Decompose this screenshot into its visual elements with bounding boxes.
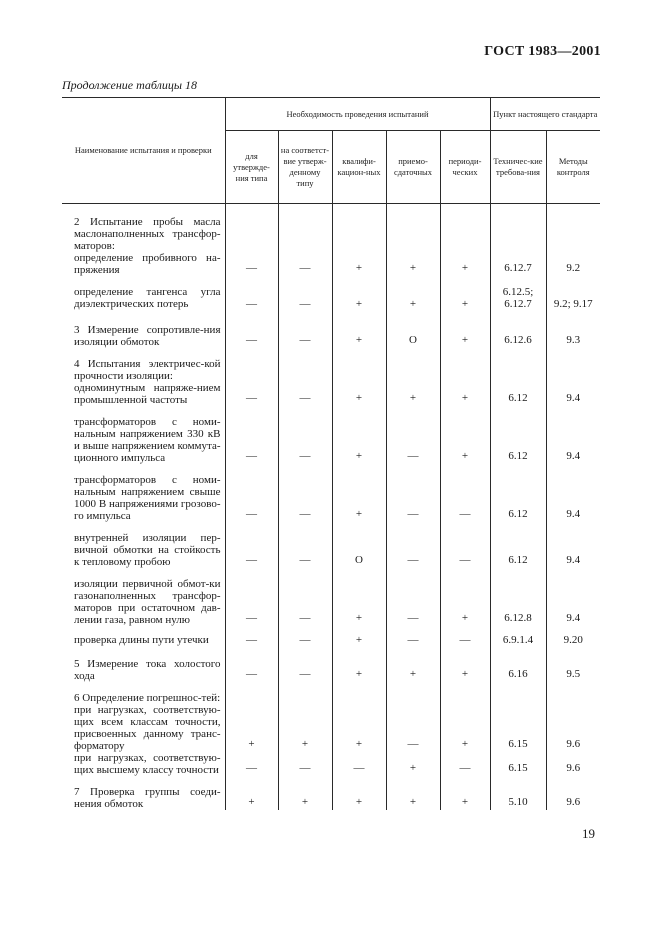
test-required-cell: + [440, 682, 490, 752]
clause-cell: 6.12.7 [490, 204, 546, 277]
test-name-line: 6 Определение погрешнос-тей: [74, 692, 221, 704]
test-name-cell [62, 682, 225, 752]
clause-cell: 6.12 [490, 406, 546, 464]
test-required-cell: + [440, 776, 490, 810]
test-required-cell: + [440, 406, 490, 464]
test-required-cell: — [225, 626, 278, 648]
test-name-line: определение тангенса угла диэлектрических потерь [74, 286, 221, 310]
test-required-cell: — [278, 312, 332, 348]
table-row [62, 312, 600, 348]
test-name-line: определение пробивного на-пряжения [74, 252, 221, 276]
clause-cell: 9.4 [546, 348, 600, 406]
test-required-cell: + [440, 204, 490, 277]
header-qualification: квалифи-кацион-ных [332, 131, 386, 204]
header-type-conformity: на соответст-вие утверж-денному типу [278, 131, 332, 204]
table-row [62, 682, 600, 752]
clause-cell: 6.12.5; 6.12.7 [490, 276, 546, 312]
test-required-cell: + [332, 776, 386, 810]
test-required-cell: — [225, 568, 278, 626]
standard-designation: ГОСТ 1983—2001 [484, 44, 601, 59]
test-required-cell: + [440, 312, 490, 348]
test-required-cell: — [278, 626, 332, 648]
test-required-cell: — [278, 752, 332, 776]
table-continuation-caption: Продолжение таблицы 18 [62, 78, 198, 92]
test-name-line: проверка длины пути утечки [74, 634, 209, 646]
clause-cell: 6.15 [490, 752, 546, 776]
test-name-cell [62, 348, 225, 406]
test-required-cell: + [332, 568, 386, 626]
test-name-line: 4 Испытания электричес-кой прочности изоляции: [74, 358, 221, 382]
test-required-cell: — [278, 568, 332, 626]
clause-cell: 9.4 [546, 464, 600, 522]
test-required-cell: + [278, 682, 332, 752]
table-row [62, 752, 600, 776]
clause-cell: 6.12 [490, 348, 546, 406]
test-name-cell [62, 464, 225, 522]
test-required-cell: — [225, 648, 278, 682]
test-required-cell: + [332, 276, 386, 312]
test-required-cell: + [386, 648, 440, 682]
test-required-cell: — [386, 464, 440, 522]
test-required-cell: — [386, 406, 440, 464]
test-required-cell: + [440, 348, 490, 406]
test-required-cell: — [278, 406, 332, 464]
test-name-line: трансформаторов с номи-нальным напряжением 330 кВ и выше напряжением коммута-ционного импульса [74, 416, 221, 464]
header-periodic: периоди-ческих [440, 131, 490, 204]
test-required-cell: — [225, 522, 278, 568]
test-required-cell: + [440, 568, 490, 626]
test-required-cell: — [386, 626, 440, 648]
header-test-name: Наименование испытания и проверки [62, 98, 225, 204]
test-required-cell: + [386, 276, 440, 312]
clause-cell: 6.12.6 [490, 312, 546, 348]
test-required-cell: — [225, 752, 278, 776]
test-required-cell: — [440, 522, 490, 568]
clause-cell: 6.9.1.4 [490, 626, 546, 648]
test-required-cell: + [332, 348, 386, 406]
clause-cell: 5.10 [490, 776, 546, 810]
clause-cell: 9.6 [546, 776, 600, 810]
test-required-cell: — [278, 464, 332, 522]
clause-cell: 6.12.8 [490, 568, 546, 626]
test-required-cell: — [440, 626, 490, 648]
test-required-cell: — [440, 752, 490, 776]
test-name-cell [62, 312, 225, 348]
clause-cell: 6.12 [490, 522, 546, 568]
header-control-methods: Методы контроля [546, 131, 600, 204]
test-required-cell: + [332, 204, 386, 277]
test-name-line: 2 Испытание пробы масла маслонаполненных трансфор-маторов: [74, 216, 221, 252]
test-name-line: трансформаторов с номи-нальным напряжением свыше 1000 В напряжениями грозово-го импульса [74, 474, 221, 522]
page-number: 19 [582, 826, 595, 841]
table-row [62, 464, 600, 522]
test-required-cell: — [440, 464, 490, 522]
header-tests-group: Необходимость проведения испытаний [225, 98, 490, 131]
test-required-cell: + [386, 204, 440, 277]
test-required-cell: O [332, 522, 386, 568]
test-required-cell: — [386, 682, 440, 752]
test-name-line: 7 Проверка группы соеди-нения обмоток [74, 786, 221, 810]
clause-cell: 6.12 [490, 464, 546, 522]
table-row [62, 626, 600, 648]
table-row [62, 776, 600, 810]
table-row [62, 406, 600, 464]
clause-cell: 9.3 [546, 312, 600, 348]
clause-cell: 9.2 [546, 204, 600, 277]
test-required-cell: + [440, 276, 490, 312]
test-required-cell: — [278, 204, 332, 277]
test-name-line: 3 Измерение сопротивле-ния изоляции обмоток [74, 324, 221, 348]
test-name-cell [62, 204, 225, 277]
clause-cell: 9.6 [546, 752, 600, 776]
test-required-cell: — [386, 568, 440, 626]
clause-cell: 9.5 [546, 648, 600, 682]
test-name-cell [62, 648, 225, 682]
test-name-cell [62, 522, 225, 568]
test-required-cell: O [386, 312, 440, 348]
test-name-cell [62, 776, 225, 810]
test-required-cell: — [278, 276, 332, 312]
test-name-cell [62, 626, 225, 648]
clause-cell: 9.4 [546, 522, 600, 568]
header-technical-requirements: Техничес-кие требова-ния [490, 131, 546, 204]
clause-cell: 6.15 [490, 682, 546, 752]
tests-table [62, 97, 600, 810]
table-row [62, 348, 600, 406]
test-name-cell [62, 276, 225, 312]
table-row [62, 522, 600, 568]
test-required-cell: — [225, 348, 278, 406]
test-required-cell: + [386, 348, 440, 406]
table-row [62, 568, 600, 626]
clause-cell: 9.4 [546, 568, 600, 626]
test-required-cell: — [332, 752, 386, 776]
header-type-approval: для утвержде-ния типа [225, 131, 278, 204]
test-required-cell: — [278, 522, 332, 568]
test-name-cell [62, 568, 225, 626]
test-required-cell: + [332, 648, 386, 682]
header-clause-group: Пункт настоящего стандарта [490, 98, 600, 131]
test-name-line: 5 Измерение тока холостого хода [74, 658, 221, 682]
test-required-cell: + [386, 752, 440, 776]
test-required-cell: + [332, 626, 386, 648]
test-required-cell: + [225, 682, 278, 752]
test-name-line: при нагрузках, соответствую-щих высшему классу точности [74, 752, 221, 776]
header-acceptance: приемо-сдаточных [386, 131, 440, 204]
test-name-cell [62, 752, 225, 776]
table-row [62, 648, 600, 682]
test-required-cell: — [278, 648, 332, 682]
test-name-line: при нагрузках, соответствую-щих всем классам точности, присвоенных данному транс-форматору [74, 704, 221, 752]
test-required-cell: — [225, 406, 278, 464]
test-name-cell [62, 406, 225, 464]
test-required-cell: — [225, 464, 278, 522]
clause-cell: 9.6 [546, 682, 600, 752]
clause-cell: 9.2; 9.17 [546, 276, 600, 312]
test-required-cell: — [225, 312, 278, 348]
test-required-cell: + [225, 776, 278, 810]
clause-cell: 6.16 [490, 648, 546, 682]
test-required-cell: — [278, 348, 332, 406]
test-required-cell: + [332, 312, 386, 348]
table-row [62, 204, 600, 277]
test-name-line: изоляции первичной обмот-ки газонаполненных трансфор-маторов при остаточном дав-лении газа, равном нулю [74, 578, 221, 626]
test-name-line: одноминутным напряже-нием промышленной частоты [74, 382, 221, 406]
test-required-cell: + [332, 464, 386, 522]
clause-cell: 9.20 [546, 626, 600, 648]
test-required-cell: + [386, 776, 440, 810]
test-required-cell: — [225, 276, 278, 312]
clause-cell: 9.4 [546, 406, 600, 464]
test-required-cell: + [440, 648, 490, 682]
test-required-cell: — [386, 522, 440, 568]
test-name-line: внутренней изоляции пер-вичной обмотки на стойкость к тепловому пробою [74, 532, 221, 568]
test-required-cell: + [332, 682, 386, 752]
table-row [62, 276, 600, 312]
test-required-cell: + [332, 406, 386, 464]
test-required-cell: — [225, 204, 278, 277]
test-required-cell: + [278, 776, 332, 810]
